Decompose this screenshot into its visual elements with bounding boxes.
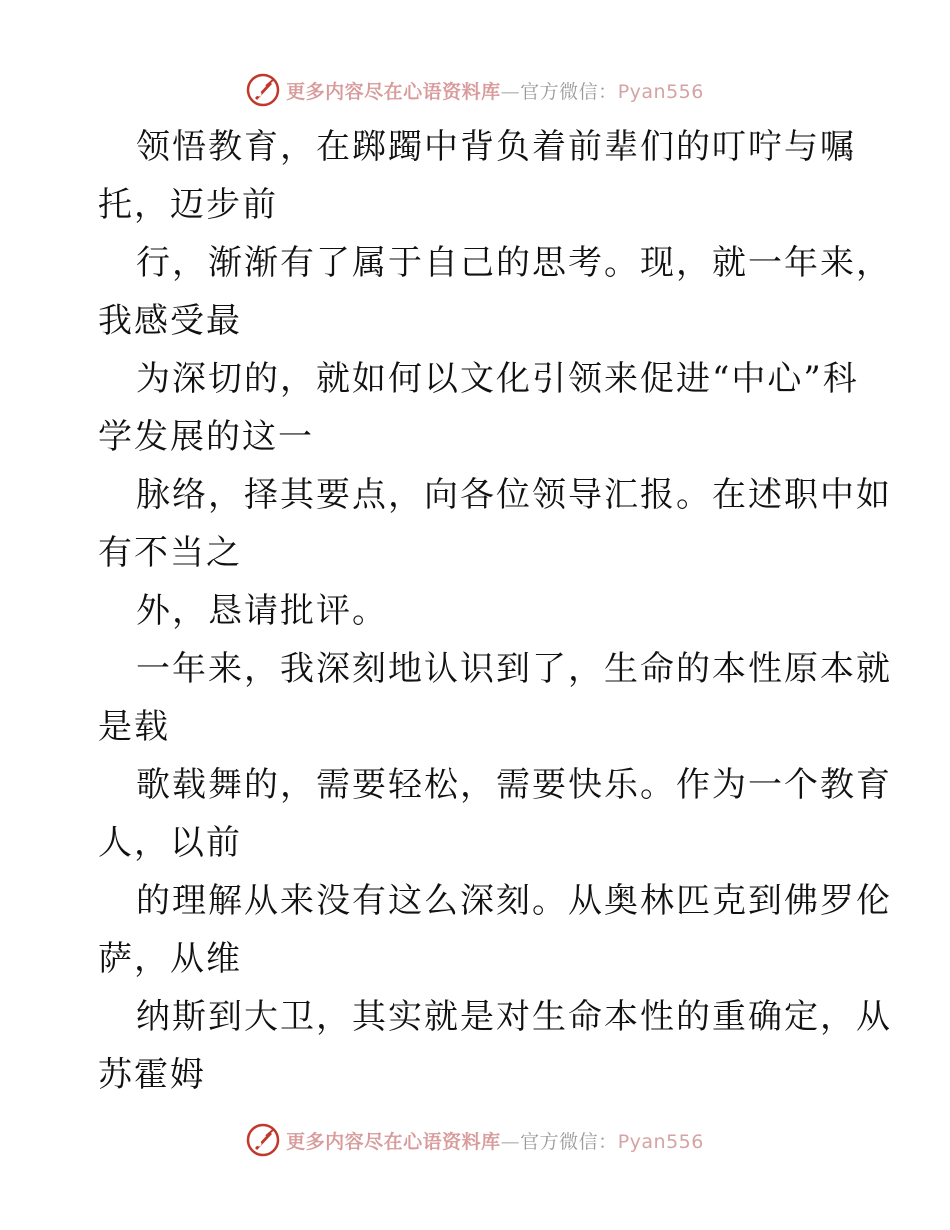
text-line: 一年来，我深刻地认识到了，生命的本性原本就 xyxy=(136,649,892,689)
text-line: 萨，从维 xyxy=(98,939,242,979)
text-line: 托，迈步前 xyxy=(98,185,278,225)
footer-banner-handle: Pyan556 xyxy=(617,1130,704,1153)
text-line: 我感受最 xyxy=(98,301,242,341)
text-line: 有不当之 xyxy=(98,533,242,573)
header-banner xyxy=(0,70,950,110)
footer-banner-inner xyxy=(246,1123,704,1157)
text-line: 行，渐渐有了属于自己的思考。现，就一年来， xyxy=(136,243,892,283)
footer-banner xyxy=(0,1120,950,1160)
text-line: 学发展的这一 xyxy=(98,417,314,457)
text-line: 为深切的，就如何以文化引领来促进“中心”科 xyxy=(136,359,859,399)
footer-banner-label: 官方微信： xyxy=(520,1130,618,1153)
text-line: 歌载舞的，需要轻松，需要快乐。作为一个教育 xyxy=(136,765,892,805)
text-line: 的理解从来没有这么深刻。从奥林匹克到佛罗伦 xyxy=(136,881,892,921)
header-banner-main: 更多内容尽在心语资料库 xyxy=(286,80,501,103)
feather-pen-logo-icon xyxy=(246,1123,280,1157)
text-line: 脉络，择其要点，向各位领导汇报。在述职中如 xyxy=(136,475,892,515)
text-line: 是载 xyxy=(98,707,170,747)
footer-banner-dash: — xyxy=(500,1130,521,1153)
footer-banner-text xyxy=(286,1127,704,1154)
text-line: 人，以前 xyxy=(98,823,242,863)
header-banner-inner xyxy=(246,73,704,107)
footer-banner-main: 更多内容尽在心语资料库 xyxy=(286,1130,501,1153)
header-banner-dash: — xyxy=(500,80,521,103)
header-banner-text xyxy=(286,77,704,104)
feather-pen-logo-icon xyxy=(246,73,280,107)
text-line: 领悟教育，在踯躅中背负着前辈们的叮咛与嘱 xyxy=(136,127,856,167)
text-line: 纳斯到大卫，其实就是对生命本性的重确定，从 xyxy=(136,997,892,1037)
header-banner-label: 官方微信： xyxy=(520,80,618,103)
document-body xyxy=(98,118,892,1104)
text-line: 苏霍姆 xyxy=(98,1055,206,1095)
text-line: 外，恳请批评。 xyxy=(136,591,388,631)
header-banner-handle: Pyan556 xyxy=(617,80,704,103)
